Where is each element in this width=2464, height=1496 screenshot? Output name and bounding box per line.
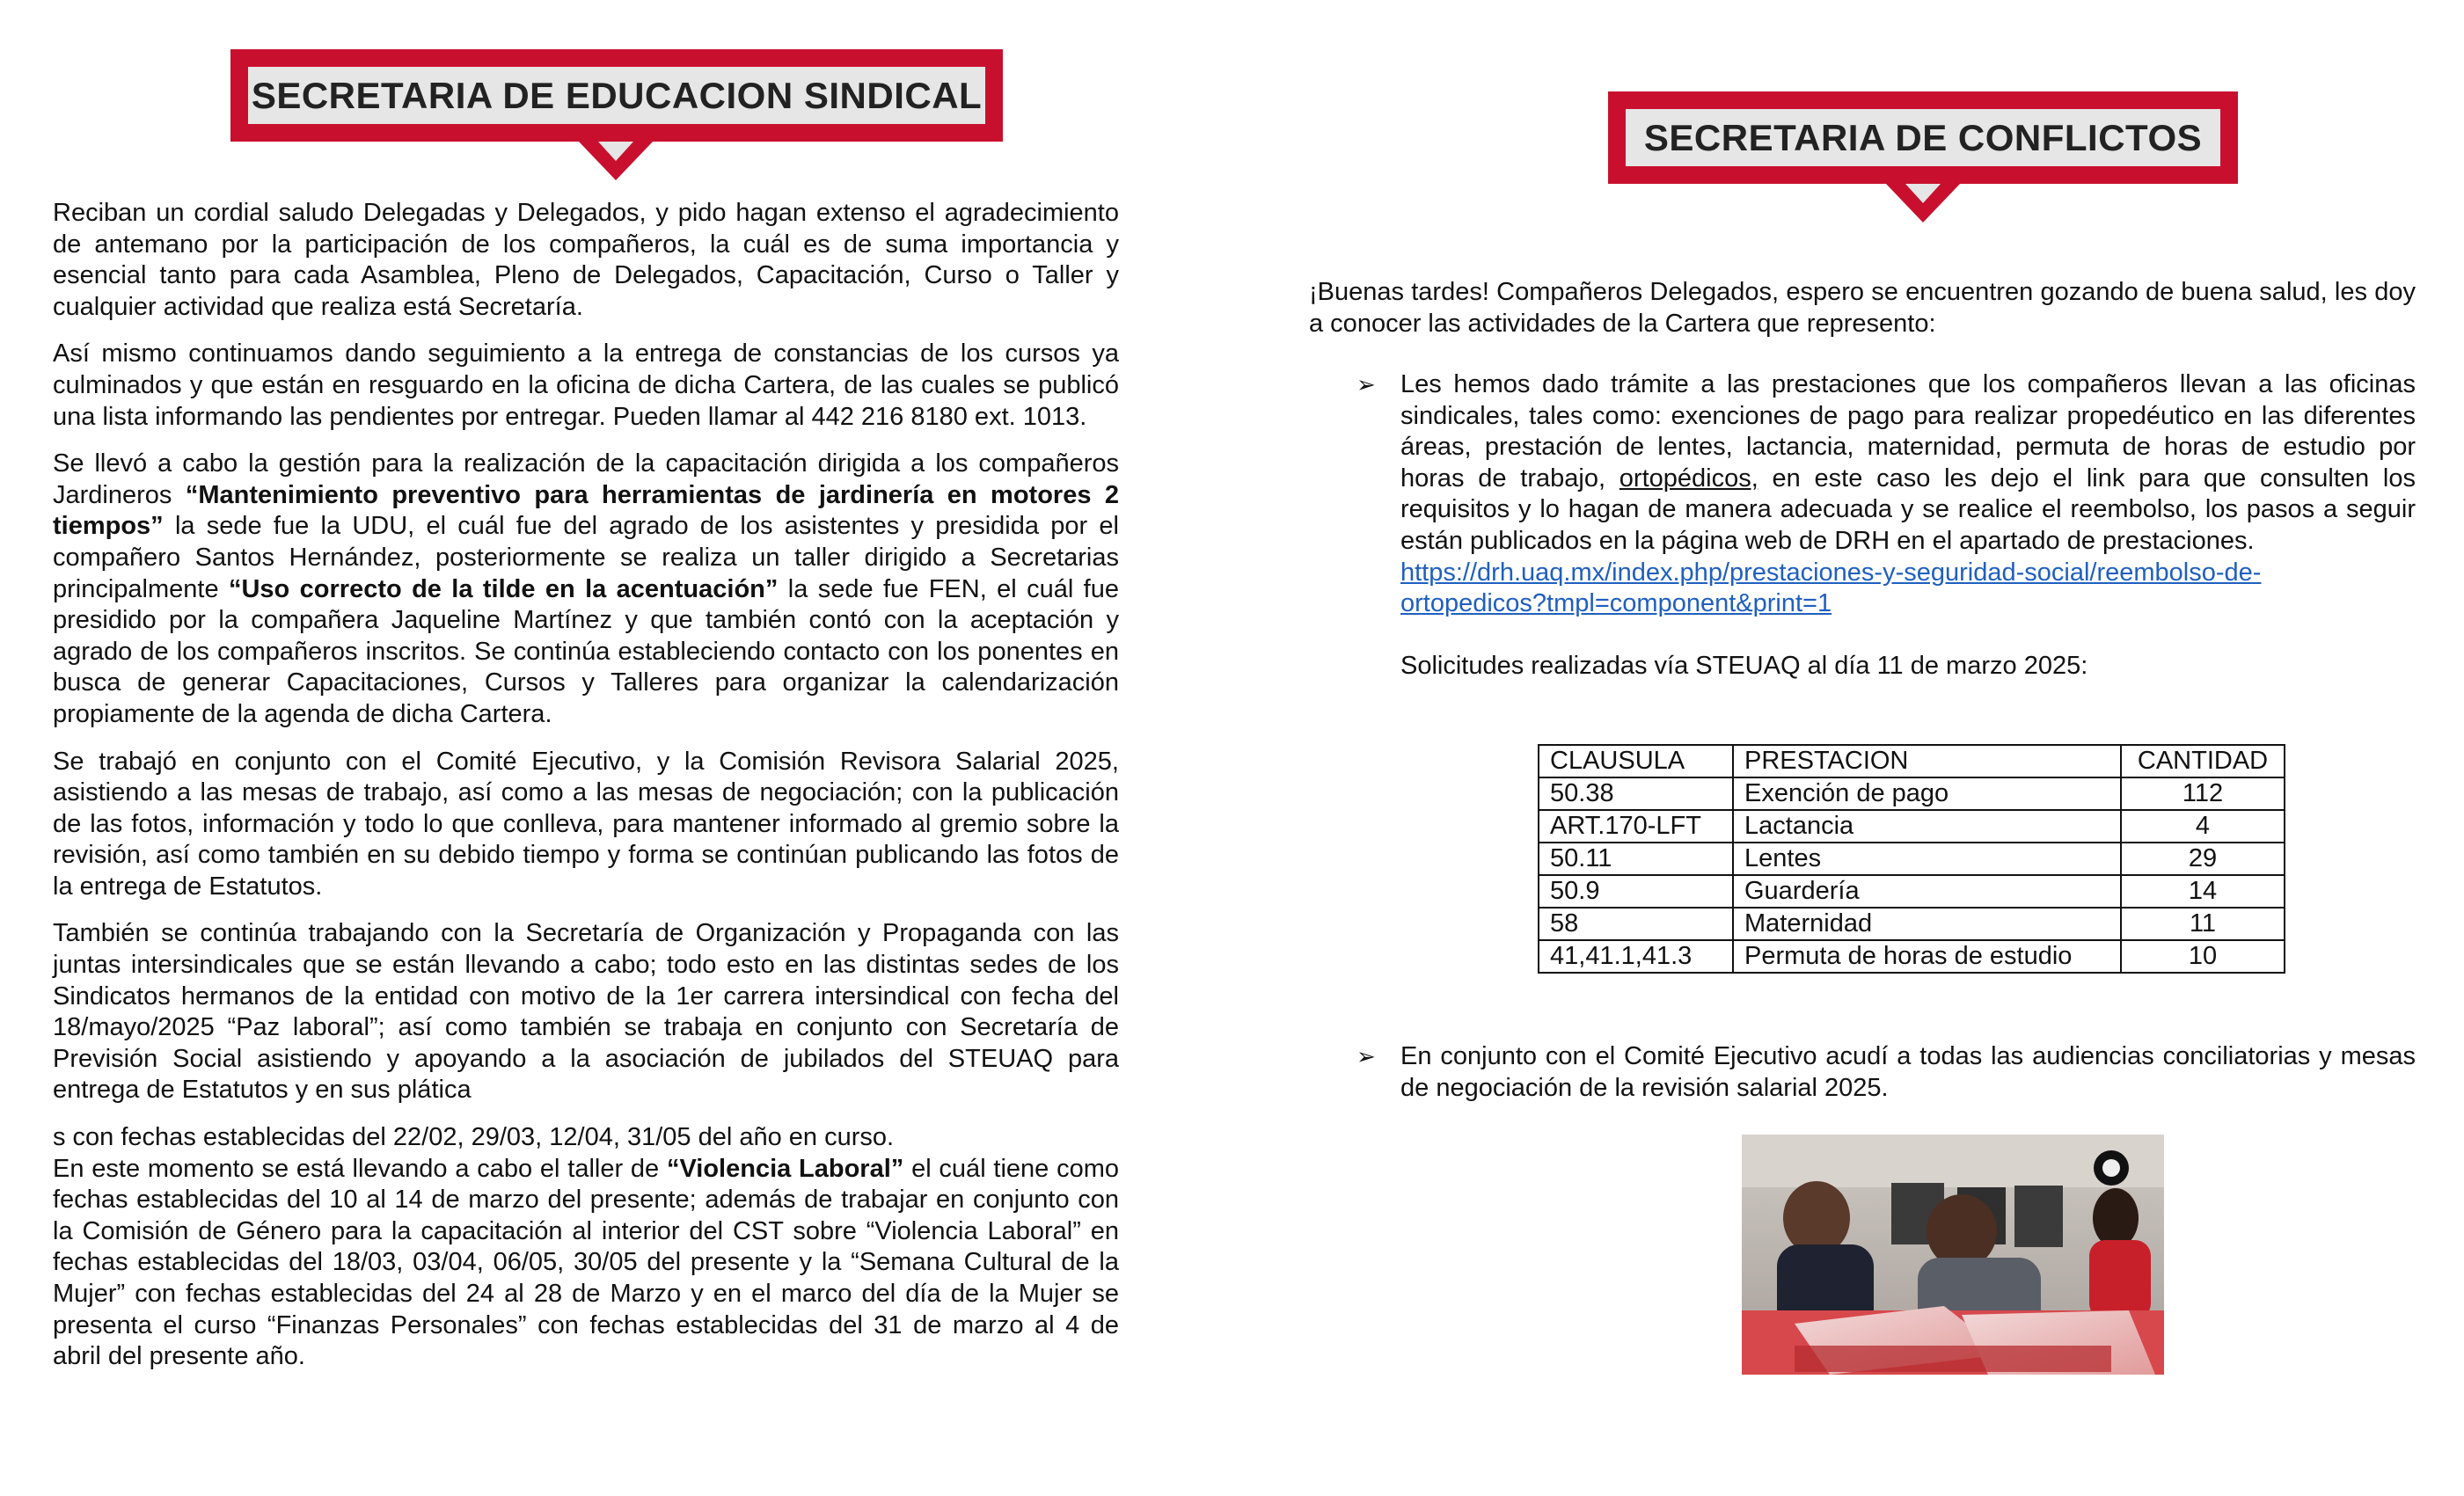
table-header-row: CLAUSULA PRESTACION CANTIDAD [1539,745,2285,777]
bullet-audiencias: ➢ En conjunto con el Comité Ejecutivo acudí a todas las audiencias conciliatorias y mesas de negociación de la revisión salarial 2025. [1356,1042,2416,1102]
left-section-banner [230,49,1003,142]
left-section-title: SECRETARIA DE EDUCACION SINDICAL [248,67,985,124]
right-section-title: SECRETARIA DE CONFLICTOS [1626,109,2220,166]
table-row: 58 Maternidad 11 [1539,908,2285,940]
solicitudes-label: Solicitudes realizadas vía STEUAQ al día 11 de marzo 2025: [1400,651,2088,680]
table-row: 50.9 Guardería 14 [1539,875,2285,908]
ortopedicos-link[interactable]: https://drh.uaq.mx/index.php/prestaciones-y-seguridad-social/reembolso-de- [1400,558,2262,587]
right-intro: ¡Buenas tardes! Compañeros Delegados, espero se encuentren gozando de buena salud, les doy a conocer las actividades de la Cartera que represento: [1309,278,2416,338]
paragraph: También se continúa trabajando con la Secretaría de Organización y Propaganda con las juntas intersindicales que se están llevando a cabo; todo esto en las distintas sedes de los Sindicatos hermanos de la entidad con motivo de la 1er carrera intersindical con fecha del 18/mayo/2025 “Paz laboral”; así como también se trabaja en conjunto con Secretaría de Previsión Social asistiendo y apoyando a la asociación de jubilados del STEUAQ para entrega de Estatutos y en sus plática [53,919,1119,1105]
right-banner-pointer [1886,184,1960,223]
ortopedicos-link-cont[interactable]: ortopedicos?tmpl=component&print=1 [1400,589,1832,618]
paragraph: Se trabajó en conjunto con el Comité Ejecutivo, y la Comisión Revisora Salarial 2025, asistiendo a las mesas de trabajo, así como a las mesas de negociación; con la publicación de las fotos, información y todo lo que conlleva, para mantener informado al gremio sobre la revisión, así como también en su debido tiempo y forma se continúan publicando las fotos de la entrega de Estatutos. [53,747,1119,901]
meeting-photo-image [1742,1135,2164,1375]
arrow-bullet-icon: ➢ [1356,1043,1376,1069]
prestaciones-table [1538,744,2285,974]
paragraph: s con fechas establecidas del 22/02, 29/03, 12/04, 31/05 del año en curso. [53,1123,895,1152]
left-column-text [53,198,1119,1373]
arrow-bullet-icon: ➢ [1356,371,1376,398]
left-banner-pointer [579,142,653,180]
meeting-photo [1742,1135,2164,1375]
paragraph: Se llevó a cabo la gestión para la realización de la capacitación dirigida a los compañeros Jardineros “Mantenimiento preventivo para herramientas de jardinería en motores 2 tiempos” la sede fue la UDU, el cuál fue del agrado de los asistentes y presidida por el compañero Santos Hernández, posteriormente se realiza un taller dirigido a Secretarias principalmente “Uso correcto de la tilde en la acentuación” la sede fue FEN, el cuál fue presidido por la compañera Jaqueline Martínez y que también contó con la aceptación y agrado de los compañeros inscritos. Se continúa estableciendo contacto con los ponentes en busca de generar Capacitaciones, Cursos y Talleres para organizar la calendarización propiamente de la agenda de dicha Cartera. [53,449,1119,728]
paragraph: Así mismo continuamos dando seguimiento a la entrega de constancias de los cursos ya culminados y que están en resguardo en la oficina de dicha Cartera, de las cuales se publicó una lista informando las pendientes por entregar. Pueden llamar al 442 216 8180 ext. 1013. [53,339,1119,431]
paragraph: En este momento se está llevando a cabo el taller de “Violencia Laboral” el cuál tiene como fechas establecidas del 10 al 14 de marzo del presente; además de trabajar en conjunto con la Comisión de Género para la capacitación al interior del CST sobre “Violencia Laboral” en fechas establecidas del 18/03, 03/04, 06/05, 30/05 del presente y la “Semana Cultural de la Mujer” con fechas establecidas del 24 al 28 de Marzo y en el marco del día de la Mujer se presenta el curso “Finanzas Personales” con fechas establecidas del 31 de marzo al 4 de abril del presente año. [53,1154,1119,1371]
paragraph: Reciban un cordial saludo Delegadas y Delegados, y pido hagan extenso el agradecimiento de antemano por la participación de los compañeros, la cuál es de suma importancia y esencial tanto para cada Asamblea, Pleno de Delegados, Capacitación, Curso o Taller y cualquier actividad que realiza está Secretaría. [53,199,1119,321]
table-row: 50.11 Lentes 29 [1539,843,2285,875]
right-section-banner [1608,91,2238,184]
table-row: 41,41.1,41.3 Permuta de horas de estudio 10 [1539,940,2285,973]
table-row: 50.38 Exención de pago 112 [1539,777,2285,810]
table-row: ART.170-LFT Lactancia 4 [1539,810,2285,843]
bullet-prestaciones: ➢ Les hemos dado trámite a las prestaciones que los compañeros llevan a las oficinas sindicales, tales como: exenciones de pago para realizar propedéutico en las diferentes áreas, prestación de lentes, lactancia, maternidad, permuta de horas de estudio por horas de trabajo, ortopédicos, en este caso les dejo el link para que consulten los requisitos y lo hagan de manera adecuada y se realice el reembolso, los pasos a seguir están publicados en la página web de DRH en el apartado de prestaciones. https://drh.uaq.mx/index.php/prestaciones-y-seguridad-social/reembolso-de- ortopedicos?tmpl=component&print=1 Solicitudes realizadas vía STEUAQ al día 11 de marzo 2025: [1400,369,2416,682]
